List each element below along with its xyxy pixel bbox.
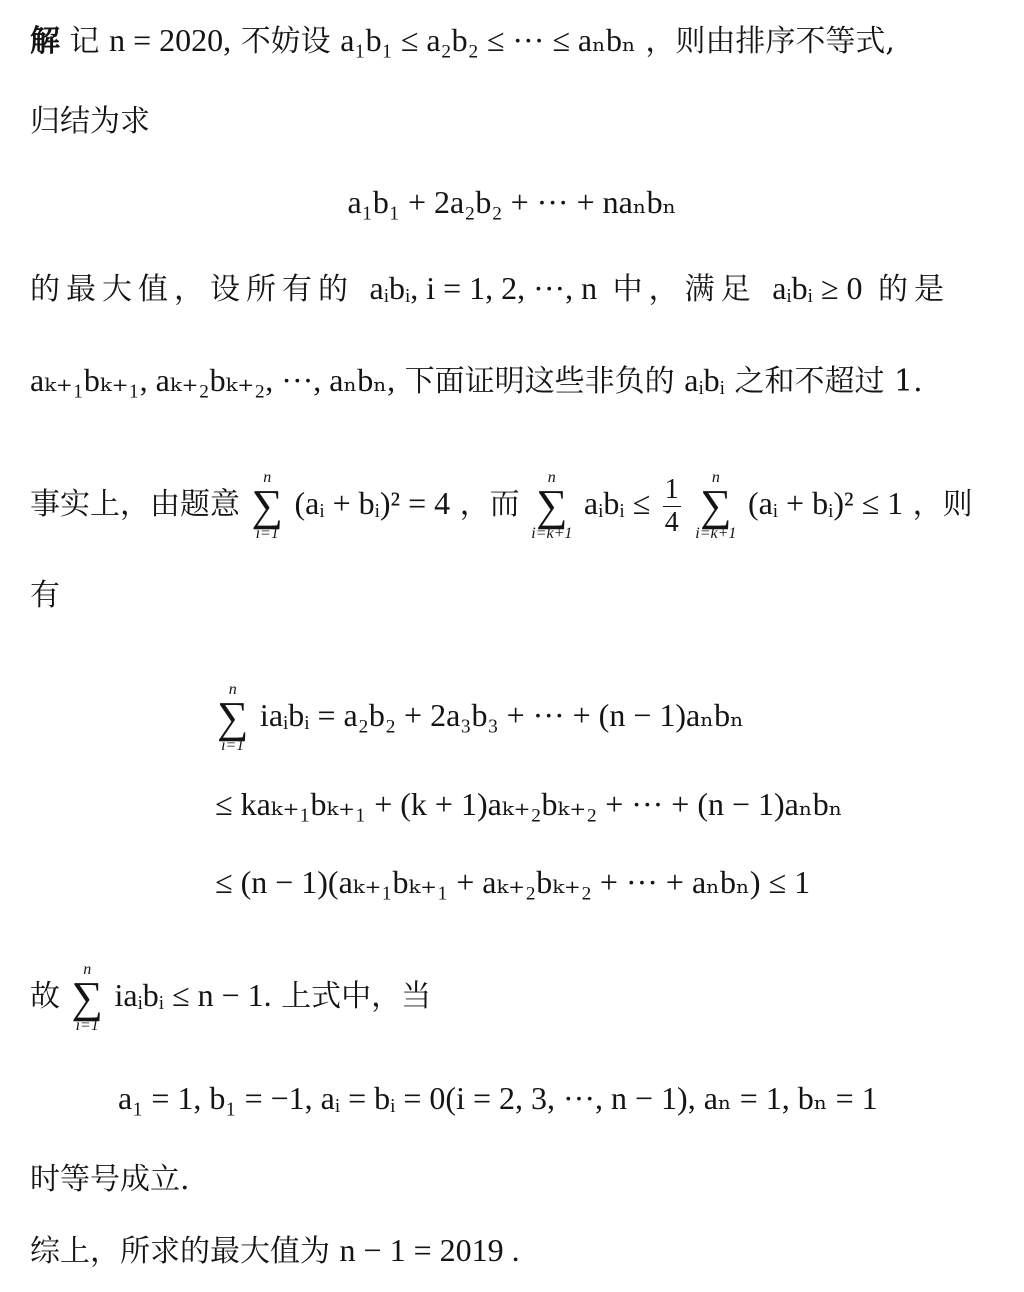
line-2-text: 归结为求: [30, 104, 150, 139]
line-6-math-c: (aᵢ + bᵢ)² ≤ 1: [747, 485, 904, 521]
line-7-text: 有: [30, 578, 60, 613]
line-10-math: ≤ (n − 1)(aₖ₊₁bₖ₊₁ + aₖ₊₂bₖ₊₂ + ··· + aₙbₙ) ≤ 1: [215, 864, 811, 900]
sum-1-upper: n: [263, 469, 272, 486]
line-3-equation: [0, 182, 1024, 224]
line-5-math-a: aₖ₊₁bₖ₊₁, aₖ₊₂bₖ₊₂, ···, aₙbₙ,: [30, 362, 396, 398]
sigma-icon: ∑: [700, 481, 732, 530]
sum-symbol-3: [695, 470, 736, 542]
sum-5-lower: i=1: [75, 1017, 99, 1034]
line-6-text-a: 事实上，由题意: [30, 487, 240, 522]
line-5: [30, 360, 1002, 402]
fraction-quarter: [663, 473, 681, 538]
fraction-denominator: 4: [664, 506, 679, 538]
line-11: [30, 962, 1002, 1034]
line-13: [30, 1160, 1002, 1200]
sum-symbol-4: [217, 682, 248, 754]
sum-1-lower: i=1: [255, 525, 279, 542]
sigma-icon: ∑: [536, 481, 568, 530]
line-11-text-a: 故: [30, 979, 60, 1014]
sigma-icon: ∑: [251, 481, 283, 530]
line-5-math-b: aᵢbᵢ: [684, 362, 725, 398]
line-4: [30, 268, 1002, 310]
line-14-math: n − 1 = 2019 .: [339, 1232, 520, 1268]
line-13-text: 时等号成立.: [30, 1162, 190, 1197]
line-4-text-a: 的最大值，设所有的: [30, 272, 370, 307]
sum-3-upper: n: [711, 469, 720, 486]
line-11-math: iaᵢbᵢ ≤ n − 1.: [114, 977, 272, 1013]
line-14-text: 综上，所求的最大值为: [30, 1234, 330, 1269]
line-1-math-b: a₁b₁ ≤ a₂b₂ ≤ ··· ≤ aₙbₙ: [340, 22, 636, 58]
line-1-text-a: 记: [69, 24, 110, 59]
sum-2-upper: n: [547, 469, 556, 486]
line-5-text-a: 下面证明这些非负的: [404, 364, 675, 399]
line-6-math-b: aᵢbᵢ ≤: [583, 485, 651, 521]
sum-symbol-1: [252, 470, 283, 542]
line-3-math: a₁b₁ + 2a₂b₂ + ··· + naₙbₙ: [347, 184, 677, 220]
sum-symbol-2: [531, 470, 572, 542]
line-12-equation: [118, 1078, 1002, 1120]
line-10-equation: [215, 862, 1002, 904]
line-9-math: ≤ kaₖ₊₁bₖ₊₁ + (k + 1)aₖ₊₂bₖ₊₂ + ··· + (n − 1)aₙbₙ: [215, 786, 843, 822]
sum-4-upper: n: [228, 681, 237, 698]
line-4-text-b: 中，满足: [612, 272, 773, 307]
sum-2-lower: i=k+1: [531, 525, 573, 542]
line-11-text-b: 上式中，当: [281, 979, 432, 1014]
sum-4-lower: i=1: [221, 737, 245, 754]
line-4-math-b: aᵢbᵢ ≥ 0: [772, 270, 863, 306]
sum-5-upper: n: [83, 961, 92, 978]
line-4-math-a: aᵢbᵢ, i = 1, 2, ···, n: [369, 270, 598, 306]
sigma-icon: ∑: [217, 693, 249, 742]
line-6: [30, 470, 1002, 542]
line-7: [30, 576, 1002, 616]
line-1: [30, 20, 1002, 62]
line-9-equation: [215, 784, 1002, 826]
line-14: [30, 1230, 1002, 1272]
line-4-text-c: 的是: [878, 272, 950, 307]
fraction-numerator: 1: [664, 473, 679, 505]
line-2: [30, 102, 1002, 142]
line-6-text-b: ，而: [459, 487, 520, 522]
sum-symbol-5: [72, 962, 103, 1034]
solution-label: 解: [30, 24, 60, 59]
line-1-text-c: ，则由排序不等式,: [645, 24, 895, 59]
line-6-text-c: ，则: [912, 487, 973, 522]
line-5-text-b: 之和不超过 1.: [734, 364, 923, 399]
line-6-math-a: (aᵢ + bᵢ)² = 4: [294, 485, 451, 521]
line-8-equation: [215, 682, 1002, 754]
line-8-math: iaᵢbᵢ = a₂b₂ + 2a₃b₃ + ··· + (n − 1)aₙbₙ: [259, 697, 744, 733]
line-1-text-b: 不妨设: [240, 24, 331, 59]
line-1-math-a: n = 2020,: [109, 22, 232, 58]
sum-3-lower: i=k+1: [695, 525, 737, 542]
sigma-icon: ∑: [71, 973, 103, 1022]
line-12-math: a₁ = 1, b₁ = −1, aᵢ = bᵢ = 0(i = 2, 3, ···, n − 1), aₙ = 1, bₙ = 1: [118, 1080, 878, 1116]
